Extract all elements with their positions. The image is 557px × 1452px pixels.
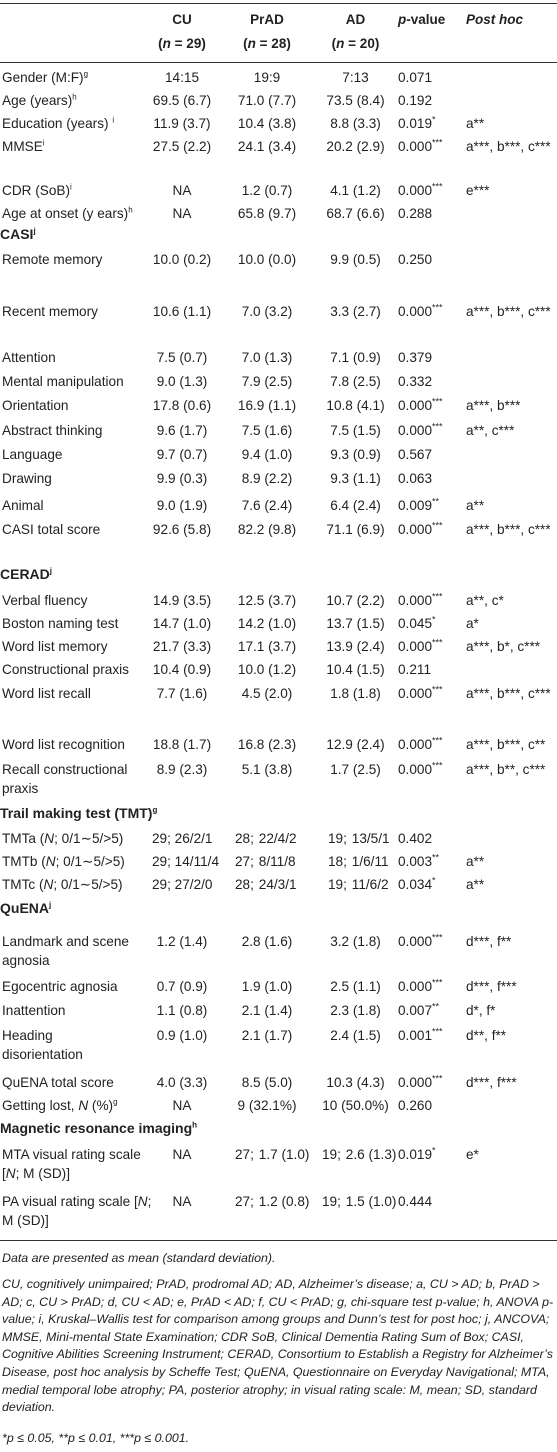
cell-prad: 5.1 (3.8) bbox=[241, 762, 293, 777]
row-label: Abstract thinking bbox=[2, 423, 103, 438]
row-label: Remote memory bbox=[2, 252, 103, 267]
row-label: Education (years) $^i$ bbox=[2, 115, 115, 131]
cell-prad: 65.8 (9.7) bbox=[237, 206, 297, 221]
cell-cu: 27.5 (2.2) bbox=[152, 139, 212, 154]
cell-ad: 2.5 (1.1) bbox=[330, 979, 381, 994]
cell-p: 0.000*** bbox=[398, 520, 443, 537]
cell-posthoc: a** bbox=[466, 877, 485, 892]
cell-p: 0.007** bbox=[398, 1001, 440, 1018]
cell-ad: 9.3 (0.9) bbox=[330, 447, 381, 462]
cell-prad: 14.2 (1.0) bbox=[237, 616, 297, 631]
row-label: QuENA total score bbox=[2, 1075, 114, 1090]
cell-p: 0.379 bbox=[398, 350, 433, 365]
row-label: MTA visual rating scale [N; M (SD)] bbox=[2, 1147, 141, 1181]
footnote-significance: *p ≤ 0.05, **p ≤ 0.01, ***p ≤ 0.001. bbox=[2, 1431, 190, 1445]
cell-cu: 14.9 (3.5) bbox=[152, 593, 212, 608]
row-label: CDR (SoB)$^i$ bbox=[2, 182, 72, 198]
cell-prad: 16.8 (2.3) bbox=[237, 737, 297, 752]
cell-ad: 20.2 (2.9) bbox=[326, 139, 385, 154]
cell-prad: 82.2 (9.8) bbox=[237, 522, 297, 537]
cell-p: 0.071 bbox=[398, 70, 433, 85]
cell-cu: 17.8 (0.6) bbox=[152, 398, 212, 413]
cell-p: 0.211 bbox=[398, 662, 432, 677]
header-cu-n: (n = 29) bbox=[158, 36, 206, 51]
cell-ad: 19; 2.6 (1.3) bbox=[322, 1147, 397, 1162]
cell-cu: 18.8 (1.7) bbox=[152, 737, 212, 752]
cell-p: 0.001*** bbox=[398, 1026, 443, 1043]
cell-ad: 19; 11/6/2 bbox=[328, 877, 389, 892]
cell-posthoc: a***, b***, c*** bbox=[466, 139, 551, 154]
cell-posthoc: a** bbox=[466, 854, 485, 869]
cell-posthoc: e*** bbox=[466, 183, 490, 198]
cell-ad: 7.1 (0.9) bbox=[330, 350, 381, 365]
cell-prad: 10.4 (3.8) bbox=[237, 116, 297, 131]
cell-ad: 9.3 (1.1) bbox=[330, 471, 381, 486]
cell-posthoc: a***, b***, c*** bbox=[466, 686, 551, 701]
cell-prad: 16.9 (1.1) bbox=[237, 398, 297, 413]
cell-cu: 0.7 (0.9) bbox=[156, 979, 208, 994]
header-ad-label: AD bbox=[345, 12, 366, 27]
cell-ad: 9.9 (0.5) bbox=[330, 252, 381, 267]
row-label: Gender (M:F)$^g$ bbox=[2, 69, 89, 85]
row-label: Recall constructional praxis bbox=[2, 762, 128, 796]
row-label: Constructional praxis bbox=[2, 662, 129, 677]
cell-p: 0.000*** bbox=[398, 735, 443, 752]
section-quena: QuENA$^j$ bbox=[0, 900, 52, 916]
cell-p: 0.000*** bbox=[398, 591, 443, 608]
cell-ad: 7.5 (1.5) bbox=[330, 423, 381, 438]
cell-p: 0.009** bbox=[398, 496, 440, 513]
row-label: Verbal fluency bbox=[2, 593, 88, 608]
cell-posthoc: a** bbox=[466, 498, 485, 513]
cell-ad: 68.7 (6.6) bbox=[326, 206, 385, 221]
cell-ad: 6.4 (2.4) bbox=[330, 498, 381, 513]
cell-p: 0.000*** bbox=[398, 421, 443, 438]
cell-prad: 7.0 (1.3) bbox=[241, 350, 293, 365]
cell-cu: 92.6 (5.8) bbox=[152, 522, 212, 537]
cell-prad: 7.0 (3.2) bbox=[241, 304, 293, 319]
header-prad-label: PrAD bbox=[250, 12, 284, 27]
cell-prad: 7.6 (2.4) bbox=[241, 498, 293, 513]
cell-prad: 2.1 (1.7) bbox=[241, 1028, 293, 1043]
cell-p: 0.192 bbox=[398, 93, 433, 108]
cell-cu: 10.0 (0.2) bbox=[152, 252, 212, 267]
cell-cu: 29; 14/11/4 bbox=[152, 854, 220, 869]
cell-ad: 3.3 (2.7) bbox=[330, 304, 381, 319]
cell-prad: 7.9 (2.5) bbox=[241, 374, 293, 389]
cell-posthoc: d***, f** bbox=[466, 934, 512, 949]
cell-p: 0.000*** bbox=[398, 1073, 443, 1090]
header-ad-n: (n = 20) bbox=[331, 36, 380, 51]
cell-ad: 10.8 (4.1) bbox=[326, 398, 385, 413]
cell-cu: 1.1 (0.8) bbox=[156, 1003, 208, 1018]
cell-posthoc: a** bbox=[466, 116, 485, 131]
header-rule bbox=[0, 62, 557, 63]
cell-posthoc: a***, b*** bbox=[466, 398, 521, 413]
cell-cu: NA bbox=[172, 1147, 192, 1162]
cell-ad: 2.3 (1.8) bbox=[330, 1003, 381, 1018]
cell-ad: 12.9 (2.4) bbox=[326, 737, 385, 752]
row-label: TMTa (N; 0/1∼5/>5) bbox=[2, 831, 124, 846]
header-posthoc: Post hoc bbox=[466, 12, 524, 27]
cell-cu: 11.9 (3.7) bbox=[153, 116, 211, 131]
cell-prad: 7.5 (1.6) bbox=[241, 423, 293, 438]
cell-prad: 8.5 (5.0) bbox=[241, 1075, 293, 1090]
cell-prad: 1.2 (0.7) bbox=[241, 183, 293, 198]
row-label: TMTc (N; 0/1∼5/>5) bbox=[2, 877, 123, 892]
header-cu bbox=[148, 12, 216, 52]
row-label: Mental manipulation bbox=[2, 374, 124, 389]
cell-cu: 0.9 (1.0) bbox=[156, 1028, 208, 1043]
cell-cu: 1.2 (1.4) bbox=[156, 934, 208, 949]
cell-ad: 19; 13/5/1 bbox=[328, 831, 390, 846]
cell-cu: 29; 27/2/0 bbox=[152, 877, 213, 892]
row-label: Landmark and scene agnosia bbox=[2, 934, 129, 968]
cell-p: 0.000*** bbox=[398, 977, 443, 994]
cell-posthoc: d*, f* bbox=[466, 1003, 496, 1018]
cell-posthoc: d***, f*** bbox=[466, 979, 517, 994]
cell-cu: 9.9 (0.3) bbox=[156, 471, 208, 486]
header-prad-n: (n = 28) bbox=[243, 36, 291, 51]
cell-cu: 69.5 (6.7) bbox=[152, 93, 212, 108]
cell-ad: 8.8 (3.3) bbox=[330, 116, 381, 131]
cell-ad: 1.7 (2.5) bbox=[330, 762, 381, 777]
cell-ad: 13.9 (2.4) bbox=[326, 639, 385, 654]
cell-p: 0.402 bbox=[398, 831, 433, 846]
cell-p: 0.444 bbox=[398, 1194, 433, 1209]
cell-p: 0.288 bbox=[398, 206, 433, 221]
cell-p: 0.019* bbox=[398, 1145, 436, 1162]
cell-ad: 10 (50.0%) bbox=[322, 1098, 389, 1113]
row-label: Word list memory bbox=[2, 639, 108, 654]
cell-posthoc: a***, b***, c** bbox=[466, 737, 546, 752]
cell-ad: 1.8 (1.8) bbox=[330, 686, 381, 701]
section-cerad: CERAD$^j$ bbox=[0, 566, 53, 582]
cell-prad: 10.0 (1.2) bbox=[237, 662, 297, 677]
cell-p: 0.000*** bbox=[398, 181, 443, 198]
cell-ad: 4.1 (1.2) bbox=[330, 183, 381, 198]
cell-prad: 9.4 (1.0) bbox=[241, 447, 293, 462]
cell-p: 0.063 bbox=[398, 471, 433, 486]
section-mri: Magnetic resonance imaging$^h$ bbox=[0, 1120, 198, 1136]
cell-ad: 73.5 (8.4) bbox=[326, 93, 385, 108]
cell-prad: 1.9 (1.0) bbox=[241, 979, 293, 994]
cell-posthoc: e* bbox=[466, 1147, 479, 1162]
cell-prad: 19:9 bbox=[253, 70, 281, 85]
cell-p: 0.000*** bbox=[398, 137, 443, 154]
cell-posthoc: a***, b*, c*** bbox=[466, 639, 541, 654]
cell-cu: NA bbox=[172, 1098, 192, 1113]
cell-cu: 14.7 (1.0) bbox=[152, 616, 212, 631]
cell-cu: NA bbox=[172, 206, 192, 221]
footnote-abbreviations: CU, cognitively unimpaired; PrAD, prodromal AD; AD, Alzheimer’s disease; a, CU > AD; b, PrAD > AD; c, CU > PrAD; d, CU < AD; e, PrAD < AD; f, CU < PrAD; g, chi-square test p-value; h, ANOVA p-value; i, Kruskal–Wallis test for comparison among groups and Dunn’s test for post hoc; j, ANCOVA; MMSE, Mini-mental State Examination; CDR SoB, Clinical Dementia Rating Sum of Box; CASI, Cognitive Abilities Screening Instrument; CERAD, Consortium to Establish a Registry for Alzheimer’s Disease, post hoc analysis by Scheffe Test; QuENA, Questionnaire on Everyday Navigational; MTA, medial temporal lobe atrophy; PA, posterior atrophy; in visual rating scale: M, mean; SD, standard deviation. bbox=[2, 1277, 554, 1415]
row-label: Recent memory bbox=[2, 304, 98, 319]
cell-prad: 24.1 (3.4) bbox=[237, 139, 297, 154]
cell-cu: 9.7 (0.7) bbox=[156, 447, 208, 462]
cell-ad: 3.2 (1.8) bbox=[330, 934, 381, 949]
cell-cu: 10.4 (0.9) bbox=[152, 662, 212, 677]
cell-cu: 8.9 (2.3) bbox=[156, 762, 208, 777]
row-label: Heading disorientation bbox=[2, 1028, 83, 1062]
row-label: Attention bbox=[2, 350, 56, 365]
row-label: MMSE$^i$ bbox=[2, 138, 45, 154]
cell-p: 0.003** bbox=[398, 852, 440, 869]
cell-p: 0.000*** bbox=[398, 637, 443, 654]
row-label: Age at onset (y ears)$^h$ bbox=[2, 205, 133, 221]
cell-prad: 2.8 (1.6) bbox=[241, 934, 293, 949]
cell-prad: 27; 8/11/8 bbox=[235, 854, 296, 869]
cell-ad: 2.4 (1.5) bbox=[330, 1028, 381, 1043]
cell-p: 0.000*** bbox=[398, 302, 443, 319]
header-ad bbox=[318, 12, 393, 52]
cell-cu: 7.7 (1.6) bbox=[156, 686, 208, 701]
cell-cu: 9.6 (1.7) bbox=[156, 423, 208, 438]
cell-cu: 14:15 bbox=[164, 70, 200, 85]
cell-cu: 21.7 (3.3) bbox=[152, 639, 212, 654]
cell-ad: 10.7 (2.2) bbox=[326, 593, 385, 608]
section-tmt: Trail making test (TMT)$^g$ bbox=[0, 805, 158, 821]
row-label: PA visual rating scale [N; M (SD)] bbox=[2, 1194, 152, 1228]
bottom-rule bbox=[0, 1240, 557, 1241]
cell-posthoc: a***, b**, c*** bbox=[466, 762, 546, 777]
cell-prad: 12.5 (3.7) bbox=[237, 593, 297, 608]
cell-posthoc: d**, f** bbox=[466, 1028, 507, 1043]
cell-prad: 9 (32.1%) bbox=[237, 1098, 297, 1113]
cell-ad: 19; 1.5 (1.0) bbox=[322, 1194, 397, 1209]
cell-cu: 10.6 (1.1) bbox=[152, 304, 212, 319]
cell-ad: 7.8 (2.5) bbox=[330, 374, 381, 389]
row-label: Orientation bbox=[2, 398, 69, 413]
row-label: Word list recall bbox=[2, 686, 91, 701]
cell-cu: 4.0 (3.3) bbox=[156, 1075, 208, 1090]
cell-prad: 71.0 (7.7) bbox=[237, 93, 297, 108]
row-label: CASI total score bbox=[2, 522, 101, 537]
cell-p: 0.000*** bbox=[398, 396, 443, 413]
row-label: TMTb (N; 0/1∼5/>5) bbox=[2, 854, 125, 869]
header-pvalue: p-value bbox=[398, 12, 446, 27]
top-rule bbox=[0, 3, 557, 4]
cell-cu: 29; 26/2/1 bbox=[152, 831, 213, 846]
section-casi: CASI$^j$ bbox=[0, 226, 36, 242]
cell-prad: 2.1 (1.4) bbox=[241, 1003, 293, 1018]
cell-posthoc: a* bbox=[466, 616, 479, 631]
cell-p: 0.332 bbox=[398, 374, 433, 389]
cell-p: 0.034* bbox=[398, 875, 436, 892]
cell-posthoc: a**, c* bbox=[466, 593, 504, 608]
cell-p: 0.260 bbox=[398, 1098, 433, 1113]
cell-p: 0.019* bbox=[398, 114, 436, 131]
cell-cu: 9.0 (1.9) bbox=[156, 498, 208, 513]
cell-ad: 10.4 (1.5) bbox=[326, 662, 385, 677]
cell-p: 0.000*** bbox=[398, 684, 443, 701]
cell-cu: 7.5 (0.7) bbox=[156, 350, 208, 365]
row-label: Getting lost, N (%)$^g$ bbox=[2, 1097, 118, 1113]
cell-ad: 71.1 (6.9) bbox=[326, 522, 385, 537]
cell-prad: 27; 1.2 (0.8) bbox=[235, 1194, 310, 1209]
cell-ad: 7:13 bbox=[342, 70, 369, 85]
cell-posthoc: a**, c*** bbox=[466, 423, 515, 438]
cell-prad: 27; 1.7 (1.0) bbox=[235, 1147, 310, 1162]
cell-posthoc: d***, f*** bbox=[466, 1075, 517, 1090]
cell-ad: 10.3 (4.3) bbox=[326, 1075, 385, 1090]
cell-prad: 4.5 (2.0) bbox=[241, 686, 293, 701]
cell-ad: 13.7 (1.5) bbox=[326, 616, 385, 631]
row-label: Drawing bbox=[2, 471, 52, 486]
row-label: Word list recognition bbox=[2, 737, 125, 752]
cell-posthoc: a***, b***, c*** bbox=[466, 522, 551, 537]
row-label: Language bbox=[2, 447, 63, 462]
row-label: Inattention bbox=[2, 1003, 66, 1018]
cell-p: 0.000*** bbox=[398, 932, 443, 949]
cell-prad: 28; 24/3/1 bbox=[235, 877, 297, 892]
row-label: Boston naming test bbox=[2, 616, 119, 631]
row-label: Animal bbox=[2, 498, 44, 513]
cell-prad: 8.9 (2.2) bbox=[241, 471, 293, 486]
cell-ad: 18; 1/6/11 bbox=[328, 854, 389, 869]
cell-prad: 10.0 (0.0) bbox=[237, 252, 297, 267]
row-label: Egocentric agnosia bbox=[2, 979, 118, 994]
cell-cu: 9.0 (1.3) bbox=[156, 374, 208, 389]
cell-p: 0.250 bbox=[398, 252, 433, 267]
footnote-data-presentation: Data are presented as mean (standard deviation). bbox=[2, 1251, 276, 1265]
header-prad bbox=[228, 12, 306, 52]
cell-posthoc: a***, b***, c*** bbox=[466, 304, 551, 319]
row-label: Age (years)$^h$ bbox=[2, 92, 77, 108]
cell-p: 0.567 bbox=[398, 447, 433, 462]
header-cu-label: CU bbox=[172, 12, 192, 27]
cell-cu: NA bbox=[172, 183, 192, 198]
cell-p: 0.000*** bbox=[398, 760, 443, 777]
cell-prad: 17.1 (3.7) bbox=[237, 639, 297, 654]
cell-cu: NA bbox=[172, 1194, 192, 1209]
cell-prad: 28; 22/4/2 bbox=[235, 831, 297, 846]
cell-p: 0.045* bbox=[398, 614, 436, 631]
